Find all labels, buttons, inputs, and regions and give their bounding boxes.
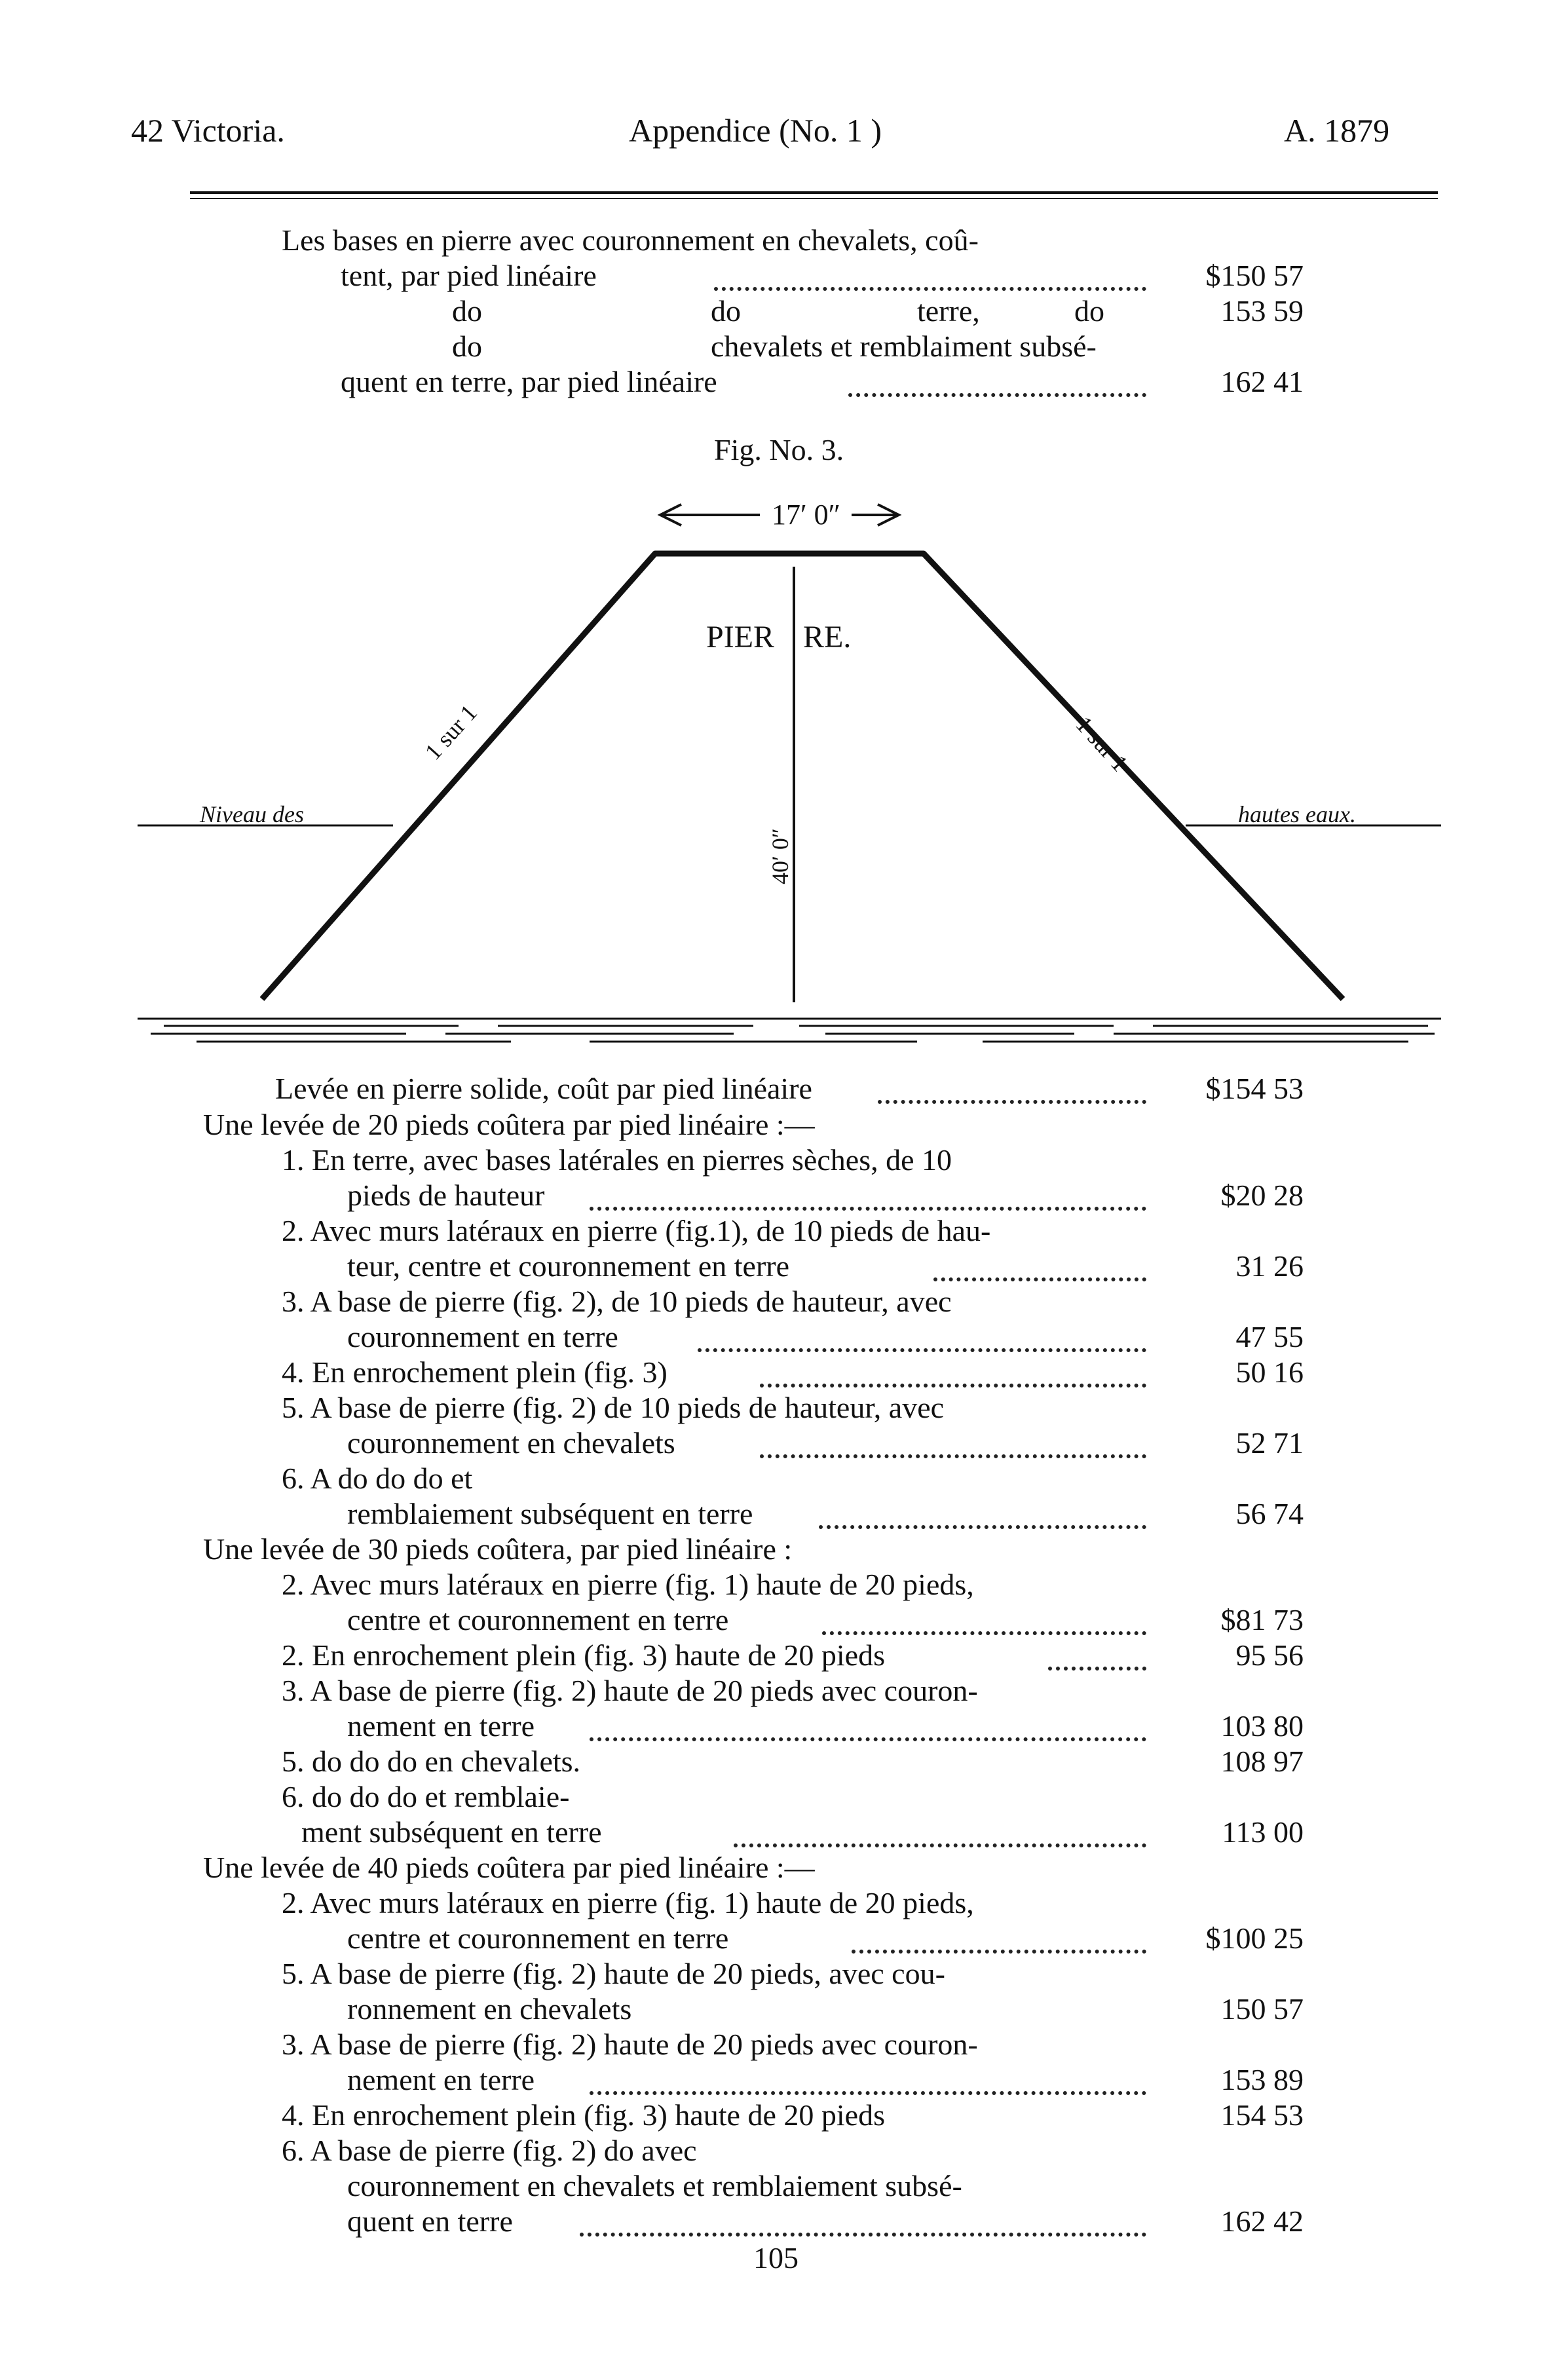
item-line: quent en terre [347,2204,513,2238]
item-line: 2. Avec murs latéraux en pierre (fig. 1) haute de 20 pieds, [282,1886,974,1919]
item-line: ronnement en chevalets [347,1992,632,2026]
item-line: 5. do do do en chevalets. [282,1745,581,1778]
figure-caption: Fig. No. 3. [714,433,844,466]
ground-line [138,1019,1441,1042]
header-title: Appendice (No. 1 ) [629,112,882,149]
item-line: 6. do do do et remblaie- [282,1780,570,1813]
levee-cross-section-figure [0,0,1561,1081]
item-value: 95 56 [1235,1638,1304,1672]
leader-dots [590,1207,1146,1211]
leader-dots [852,1950,1146,1954]
leader-dots [590,2091,1146,2095]
item-line: 6. A do do do et [282,1462,473,1495]
water-level-label-left: Niveau des [200,801,304,827]
leader-dots [580,2233,1146,2237]
intro-line-3c: terre, [917,294,980,328]
item-line: 5. A base de pierre (fig. 2) haute de 20 pieds, avec cou- [282,1957,945,1990]
intro-value-3: 153 59 [1220,294,1304,328]
levee-outline [262,554,1343,999]
item-value: $20 28 [1220,1179,1304,1212]
item-value: 162 42 [1220,2204,1304,2238]
leader-dots [760,1454,1146,1458]
item-line: 6. A base de pierre (fig. 2) do avec [282,2134,697,2167]
left-slope-label: 1 sur 1 [419,699,483,765]
leader-dots [734,1843,1146,1847]
leader-dots [819,1525,1146,1529]
height-label: 40′ 0″ [767,828,793,884]
intro-line-4b: chevalets et remblaiment subsé- [711,330,1097,363]
item-line: 2. Avec murs latéraux en pierre (fig. 1) haute de 20 pieds, [282,1568,974,1601]
item-line: centre et couronnement en terre [347,1921,729,1955]
item-line: couronnement en terre [347,1320,618,1353]
leader-dots [760,1384,1146,1388]
header-year: A. 1879 [1284,112,1390,149]
item-value: 52 71 [1235,1426,1304,1460]
width-label: 17′ 0″ [772,499,840,531]
item-line: 5. A base de pierre (fig. 2) de 10 pieds de hauteur, avec [282,1391,945,1424]
intro-line-2: tent, par pied linéaire [341,259,597,292]
right-slope-label: 1 sur 1 [1070,711,1133,777]
item-value: $100 25 [1205,1921,1304,1955]
leader-dots [822,1631,1146,1635]
item-value: 113 00 [1222,1815,1304,1849]
item-line: pieds de hauteur [347,1179,545,1212]
item-line: remblaiement subséquent en terre [347,1497,753,1530]
item-line: 4. En enrochement plein (fig. 3) haute de 20 pieds [282,2098,885,2132]
section-title: Une levée de 40 pieds coûtera par pied linéaire :— [203,1851,815,1884]
item-value: 108 97 [1220,1745,1304,1778]
header-volume: 42 Victoria. [131,112,285,149]
intro-value-2: $150 57 [1205,259,1304,292]
page-number: 105 [753,2241,799,2275]
intro-line-3d: do [1074,294,1104,328]
intro-line-5: quent en terre, par pied linéaire [341,365,717,398]
leader-dots [590,1737,1146,1741]
levee-text: Levée en pierre solide, coût par pied linéaire [275,1072,812,1105]
intro-line-4a: do [452,330,482,363]
section-title: Une levée de 30 pieds coûtera, par pied linéaire : [203,1532,793,1566]
intro-line-1: Les bases en pierre avec couronnement en chevalets, coû- [282,223,979,257]
section-title: Une levée de 20 pieds coûtera par pied linéaire :— [203,1108,815,1141]
item-line: centre et couronnement en terre [347,1603,729,1636]
leader-dots [1048,1667,1146,1671]
item-line: 3. A base de pierre (fig. 2), de 10 pieds de hauteur, avec [282,1285,952,1318]
leader-dots [933,1277,1146,1281]
item-value: 150 57 [1220,1992,1304,2026]
item-line: 2. Avec murs latéraux en pierre (fig.1), de 10 pieds de hau- [282,1214,991,1247]
center-label-left: PIER [706,620,775,654]
item-value: $81 73 [1220,1603,1304,1636]
item-line: 2. En enrochement plein (fig. 3) haute de 20 pieds [282,1638,885,1672]
item-value: 153 89 [1220,2063,1304,2096]
item-line: 1. En terre, avec bases latérales en pierres sèches, de 10 [282,1143,952,1177]
item-line: teur, centre et couronnement en terre [347,1249,790,1283]
leader-dots [878,1100,1146,1104]
intro-value-5: 162 41 [1220,365,1304,398]
item-value: 103 80 [1220,1709,1304,1743]
item-line: 3. A base de pierre (fig. 2) haute de 20 pieds avec couron- [282,1674,978,1707]
center-label-right: RE. [803,620,852,654]
item-value: 154 53 [1220,2098,1304,2132]
item-line: 3. A base de pierre (fig. 2) haute de 20 pieds avec couron- [282,2028,978,2061]
water-level-label-right: hautes eaux. [1238,801,1356,827]
item-value: 50 16 [1235,1355,1304,1389]
item-value: 56 74 [1235,1497,1304,1530]
item-value: 47 55 [1235,1320,1304,1353]
item-line: couronnement en chevalets [347,1426,675,1460]
item-line: couronnement en chevalets et remblaiement subsé- [347,2169,962,2202]
item-line: 4. En enrochement plein (fig. 3) [282,1355,668,1389]
levee-value: $154 53 [1205,1072,1304,1105]
item-line: ment subséquent en terre [301,1815,602,1849]
item-line: nement en terre [347,2063,535,2096]
intro-line-3a: do [452,294,482,328]
item-line: nement en terre [347,1709,535,1743]
intro-line-3b: do [711,294,741,328]
item-value: 31 26 [1235,1249,1304,1283]
leader-dots [698,1348,1146,1352]
